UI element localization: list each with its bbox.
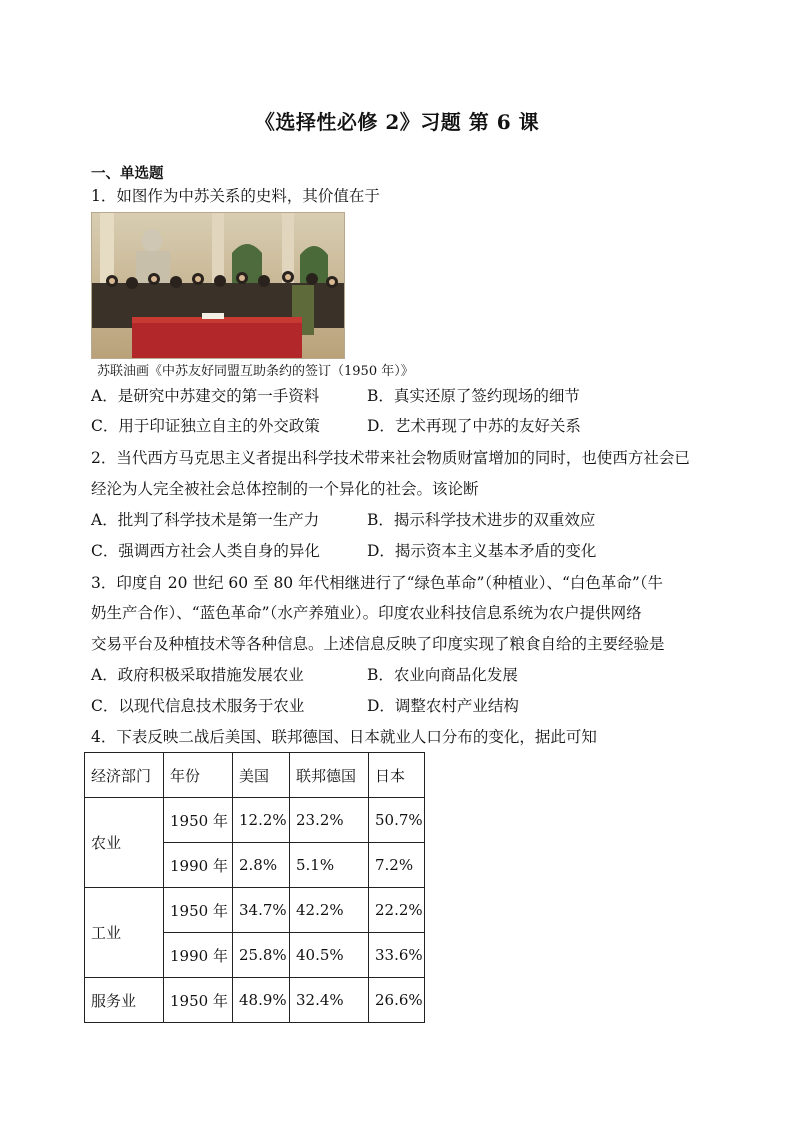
table-header-cell: 年份: [164, 753, 233, 798]
table-header-cell: 经济部门: [85, 753, 164, 798]
question-3-stem-line-2: 奶生产合作）、“蓝色革命”（水产养殖业）。印度农业科技信息系统为农户提供网络: [91, 604, 642, 622]
question-3-option-b[interactable]: B．农业向商品化发展: [367, 666, 518, 684]
value-cell: 40.5%: [290, 933, 369, 978]
value-cell: 32.4%: [290, 978, 369, 1023]
sector-cell-agriculture: 农业: [85, 798, 164, 888]
value-cell: 5.1%: [290, 843, 369, 888]
value-cell: 25.8%: [233, 933, 290, 978]
table-row: [85, 798, 425, 843]
value-cell: 50.7%: [369, 798, 425, 843]
oil-painting-image: [91, 212, 345, 359]
sector-cell-services: 服务业: [85, 978, 164, 1023]
page-title: 《选择性必修 2》习题 第 6 课: [254, 110, 540, 134]
year-cell: 1990 年: [164, 843, 233, 888]
question-2-option-b[interactable]: B．揭示科学技术进步的双重效应: [367, 511, 596, 529]
value-cell: 42.2%: [290, 888, 369, 933]
value-cell: 22.2%: [369, 888, 425, 933]
section-heading: 一、单选题: [91, 165, 164, 182]
value-cell: 2.8%: [233, 843, 290, 888]
question-3-stem-line-1: 3．印度自 20 世纪 60 至 80 年代相继进行了“绿色革命”（种植业）、“白色革命”（牛: [91, 574, 664, 592]
question-2-stem-line-2: 经沦为人完全被社会总体控制的一个异化的社会。该论断: [91, 480, 479, 498]
value-cell: 7.2%: [369, 843, 425, 888]
table-header-cell: 联邦德国: [290, 753, 369, 798]
question-3-option-a[interactable]: A．政府积极采取措施发展农业: [91, 666, 304, 684]
value-cell: 23.2%: [290, 798, 369, 843]
table-row: [85, 978, 425, 1023]
question-2-stem-line-1: 2．当代西方马克思主义者提出科学技术带来社会物质财富增加的同时，也使西方社会已: [91, 449, 690, 467]
year-cell: 1990 年: [164, 933, 233, 978]
value-cell: 26.6%: [369, 978, 425, 1023]
question-2-option-d[interactable]: D．揭示资本主义基本矛盾的变化: [367, 542, 597, 560]
painting-caption: 苏联油画《中苏友好同盟互助条约的签订（1950 年）》: [97, 364, 414, 379]
question-1-stem: 1．如图作为中苏关系的史料，其价值在于: [91, 187, 380, 205]
table-header-cell: 日本: [369, 753, 425, 798]
value-cell: 34.7%: [233, 888, 290, 933]
question-4-stem: 4．下表反映二战后美国、联邦德国、日本就业人口分布的变化，据此可知: [91, 728, 597, 746]
question-1-option-c[interactable]: C．用于印证独立自主的外交政策: [91, 417, 320, 435]
table-header-cell: 美国: [233, 753, 290, 798]
value-cell: 33.6%: [369, 933, 425, 978]
table-row: [85, 888, 425, 933]
question-1-option-a[interactable]: A．是研究中苏建交的第一手资料: [91, 387, 320, 405]
year-cell: 1950 年: [164, 978, 233, 1023]
question-2-option-c[interactable]: C．强调西方社会人类自身的异化: [91, 542, 320, 560]
year-cell: 1950 年: [164, 888, 233, 933]
sector-cell-industry: 工业: [85, 888, 164, 978]
value-cell: 48.9%: [233, 978, 290, 1023]
question-3-stem-line-3: 交易平台及种植技术等各种信息。上述信息反映了印度实现了粮食自给的主要经验是: [91, 635, 665, 653]
question-3-option-c[interactable]: C．以现代信息技术服务于农业: [91, 697, 305, 715]
value-cell: 12.2%: [233, 798, 290, 843]
question-1-option-d[interactable]: D．艺术再现了中苏的友好关系: [367, 417, 581, 435]
year-cell: 1950 年: [164, 798, 233, 843]
question-3-option-d[interactable]: D．调整农村产业结构: [367, 697, 519, 715]
question-1-option-b[interactable]: B．真实还原了签约现场的细节: [367, 387, 580, 405]
table-header-row: [85, 753, 425, 798]
question-2-option-a[interactable]: A．批判了科学技术是第一生产力: [91, 511, 320, 529]
painting-illustration: [92, 213, 344, 358]
employment-table: [84, 752, 425, 1023]
